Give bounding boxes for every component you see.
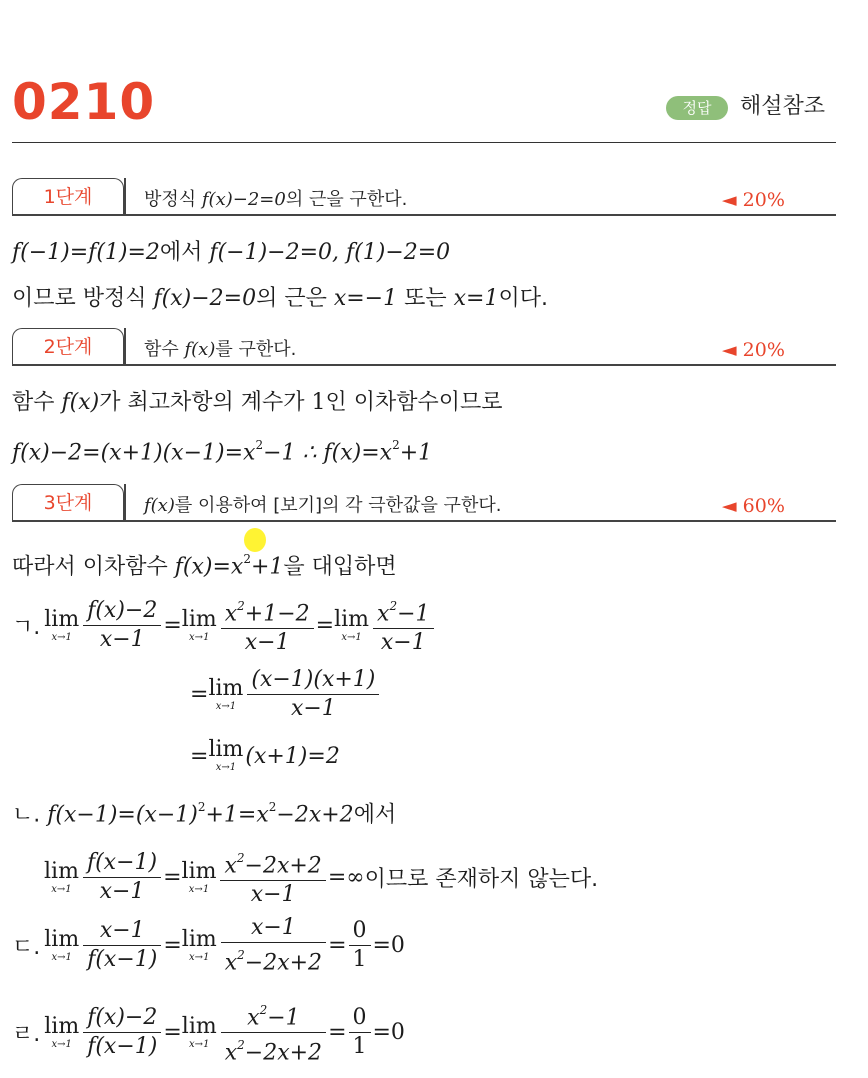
step-2-rule [12, 364, 836, 366]
answer-reference: 해설참조 [740, 94, 826, 119]
step-1-description: 방정식 f(x)−2=0의 근을 구한다. [144, 189, 408, 210]
item-ga-line-3: = lim x→1 (x+1)=2 [190, 737, 340, 773]
limit-operator: lim x→1 [181, 858, 217, 895]
fraction: $\frac{x^2-1}{x^2-2x+2}$ [221, 998, 326, 1068]
fraction: $\frac{f(x)-2}{f(x-1)}$ [83, 1004, 161, 1061]
step-2-percent: ◄ 20% [722, 339, 785, 361]
fraction: $\frac{x^2-1}{x-1}$ [373, 594, 434, 657]
step-3-divider [124, 484, 126, 520]
fraction: $\frac{x^2+1-2}{x-1}$ [221, 594, 314, 657]
fraction: $\frac{x-1}{f(x-1)}$ [83, 917, 161, 974]
answer-badge: 정답 [666, 96, 728, 120]
item-ra-line: ㄹ. lim x→1 $\frac{f(x)-2}{f(x-1)}$ = lim x→1 $\frac{x^2-1}{x^2-2x+2}$ = $\frac{0}{1}$ =0 [12, 998, 405, 1068]
step-3-percent: ◄ 60% [722, 495, 785, 517]
step-3-description: f(x)를 이용하여 [보기]의 각 극한값을 구한다. [144, 495, 502, 516]
limit-operator: lim x→1 [181, 606, 217, 643]
step-1-line-2: 이므로 방정식 f(x)−2=0의 근은 x=−1 또는 x=1이다. [12, 286, 548, 311]
limit-operator: lim x→1 [44, 858, 79, 895]
limit-operator: lim x→1 [208, 737, 244, 773]
fraction: $\frac{f(x)-2}{x-1}$ [83, 597, 161, 654]
item-ga-line-2: = lim x→1 $\frac{(x-1)(x+1)}{x-1}$ [190, 666, 381, 723]
fraction: $\frac{0}{1}$ [349, 917, 371, 974]
fraction: $\frac{(x-1)(x+1)}{x-1}$ [247, 666, 379, 723]
problem-number: 0210 [12, 73, 156, 131]
limit-operator: lim x→1 [181, 926, 217, 963]
step-3-tab: 3단계 [12, 484, 124, 520]
limit-operator: lim x→1 [334, 606, 370, 643]
fraction: $\frac{x^2-2x+2}{x-1}$ [220, 846, 325, 909]
limit-operator: lim x→1 [181, 1013, 217, 1050]
lim: lim x→1 [44, 606, 80, 643]
step-1-rule [12, 214, 836, 216]
item-na-line-2: lim x→1 $\frac{f(x-1)}{x-1}$ = lim x→1 $\frac{x^2-2x+2}{x-1}$ =∞ 이므로 존재하지 않는다. [44, 846, 598, 909]
step-2-line-2: $f(x)-2=(x+1)(x-1)=x^2-1$ ∴ $f(x)=x^2+1$ [12, 438, 433, 466]
item-ga-line-1: ㄱ. lim x→1 $\frac{f(x)-2}{x-1}$ = lim x→1 $\frac{x^2+1-2}{x-1}$ = lim x→1 $\frac{x^2-1}{x-1}$ [12, 594, 436, 657]
step-3-line-1: 따라서 이차함수 $f(x)=x^2+1$을 대입하면 [12, 552, 397, 580]
step-1-tab: 1단계 [12, 178, 124, 214]
fraction: $\frac{f(x-1)}{x-1}$ [83, 849, 161, 906]
limit-operator: lim x→1 [44, 926, 80, 963]
step-1-percent: ◄ 20% [722, 189, 785, 211]
step-2-tab: 2단계 [12, 328, 124, 364]
step-2-divider [124, 328, 126, 364]
step-1-line-1: f(−1)=f(1)=2에서 f(−1)−2=0, f(1)−2=0 [12, 240, 451, 265]
header-divider [12, 142, 836, 143]
item-da-line: ㄷ. lim x→1 $\frac{x-1}{f(x-1)}$ = lim x→1 $\frac{x-1}{x^2-2x+2}$ = $\frac{0}{1}$ =0 [12, 915, 405, 976]
step-1-divider [124, 178, 126, 214]
step-2-line-1: 함수 f(x)가 최고차항의 계수가 1인 이차함수이므로 [12, 390, 503, 415]
fraction: $\frac{x-1}{x^2-2x+2}$ [221, 914, 326, 977]
item-na-line-1: ㄴ. $f(x-1)=(x-1)^2+1=x^2-2x+2$에서 [12, 800, 397, 828]
limit-operator: lim x→1 [44, 1013, 80, 1050]
step-3-rule [12, 520, 836, 522]
limit-operator: lim x→1 [208, 675, 244, 712]
fraction: $\frac{0}{1}$ [349, 1004, 371, 1061]
step-2-description: 함수 f(x)를 구한다. [144, 339, 297, 360]
